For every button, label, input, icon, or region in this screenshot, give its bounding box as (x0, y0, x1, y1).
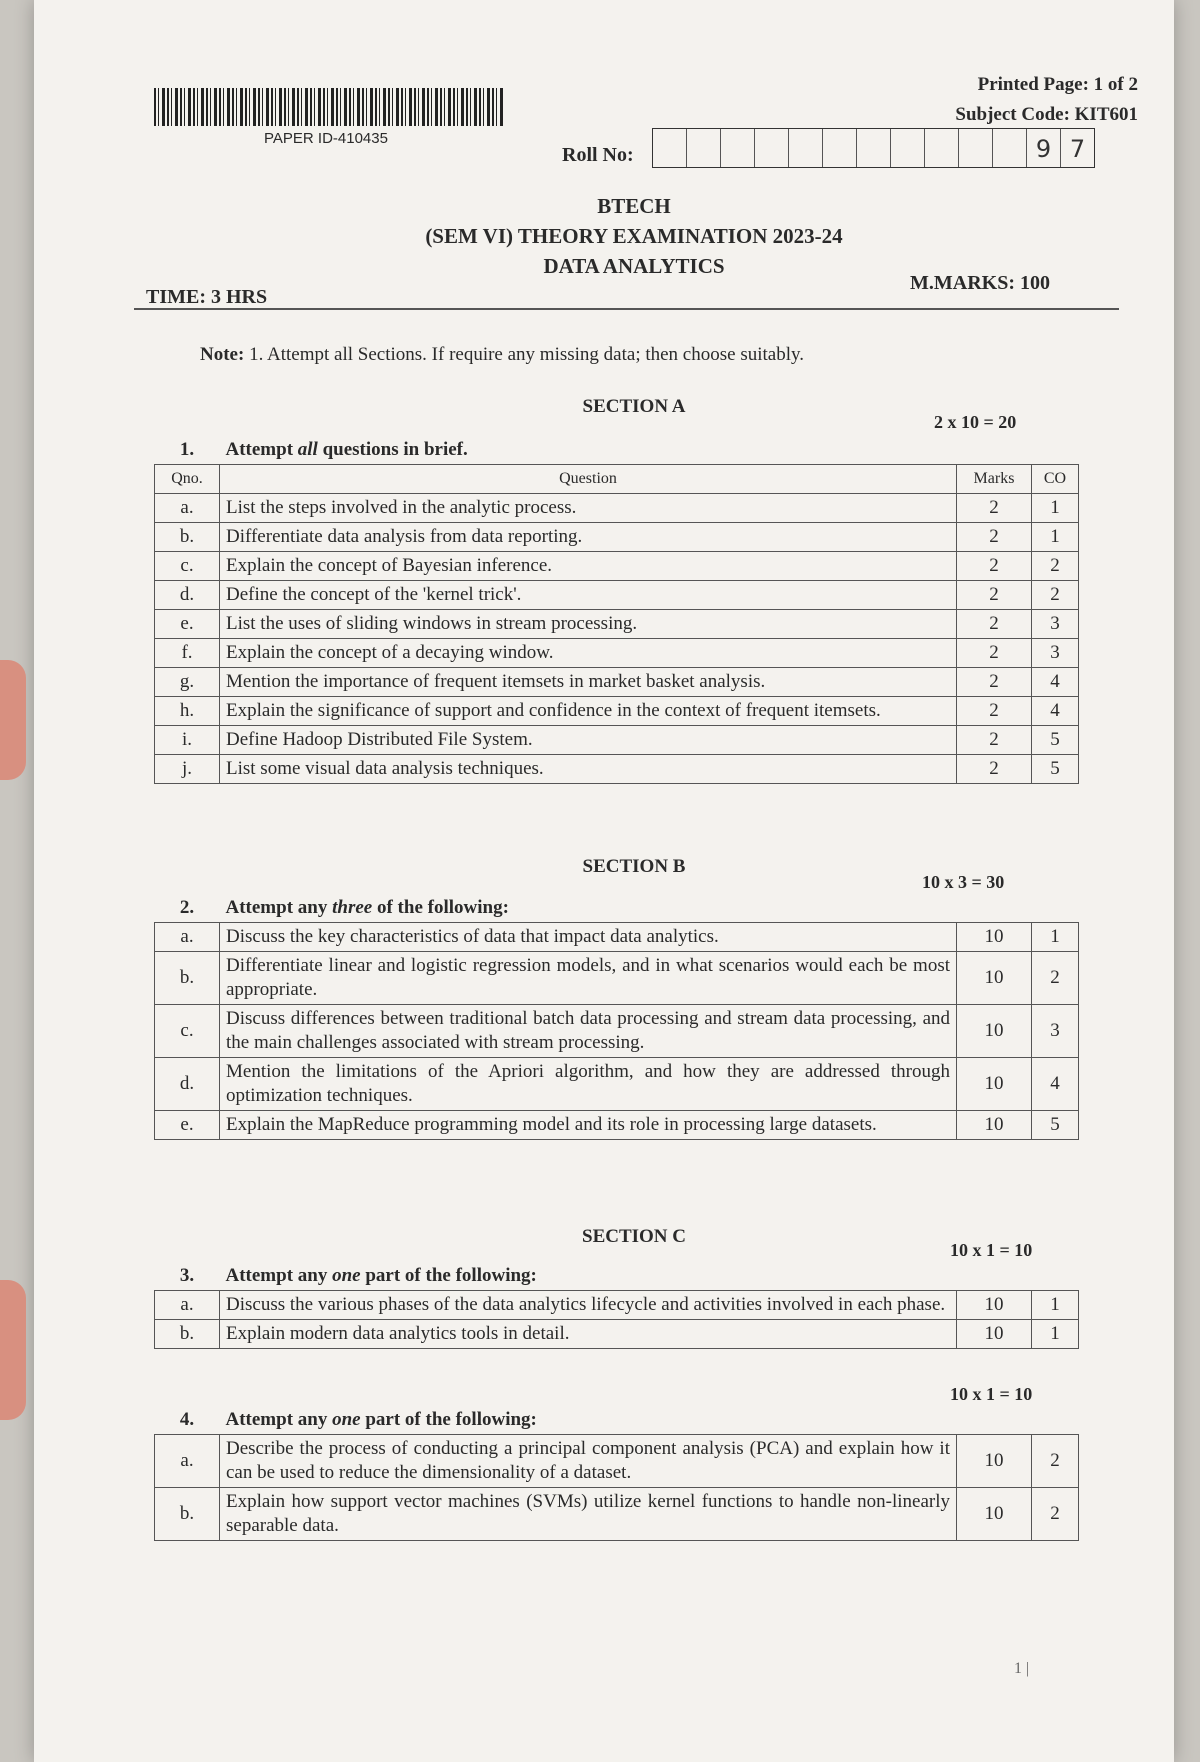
section-b-table (154, 894, 1079, 1140)
roll-box (857, 129, 891, 167)
question-row: h. Explain the significance of support and confidence in the context of frequent itemsets. 2 4 (155, 697, 1079, 726)
col-qno: Qno. (155, 465, 220, 494)
question-row: c. Explain the concept of Bayesian inference. 2 2 (155, 552, 1079, 581)
roll-box (653, 129, 687, 167)
roll-box (823, 129, 857, 167)
print-info (955, 70, 1138, 130)
note-text: 1. Attempt all Sections. If require any missing data; then choose suitably. (249, 344, 804, 365)
note-label: Note: (200, 344, 245, 365)
col-question: Question (220, 465, 957, 494)
subject-title: DATA ANALYTICS (543, 254, 725, 278)
page-mark: 1 | (1014, 1660, 1030, 1677)
question-row: d. Mention the limitations of the Apriori algorithm, and how they are addressed through optimization techniques. 10 4 (155, 1058, 1079, 1111)
section-a-formula: 2 x 10 = 20 (934, 412, 1017, 432)
question-row: i. Define Hadoop Distributed File System. 2 5 (155, 726, 1079, 755)
question-row: a. Discuss the various phases of the data analytics lifecycle and activities involved in each phase. 10 1 (155, 1291, 1079, 1320)
thumb-shape (0, 660, 26, 780)
time-duration: TIME: 3 HRS (146, 286, 268, 308)
roll-box (891, 129, 925, 167)
section-b-title: SECTION B (582, 856, 686, 877)
question-row: d. Define the concept of the 'kernel trick'. 2 2 (155, 581, 1079, 610)
section-c-q3-table (154, 1262, 1079, 1349)
section-a-title: SECTION A (582, 396, 686, 417)
section-b-formula: 10 x 3 = 30 (922, 872, 1005, 892)
section-a-table (154, 436, 1079, 784)
roll-box: 7 (1069, 135, 1086, 163)
printed-page: Printed Page: 1 of 2 (977, 74, 1138, 95)
roll-box (789, 129, 823, 167)
section-c-title: SECTION C (582, 1226, 686, 1247)
question-row: a. Describe the process of conducting a principal component analysis (PCA) and explain how it can be used to reduce the dimensionality of a dataset. 10 2 (155, 1435, 1079, 1488)
question-row: a. List the steps involved in the analytic process. 2 1 (155, 494, 1079, 523)
exam-paper (34, 0, 1174, 1762)
thumb-shape (0, 1280, 26, 1420)
program-title: BTECH (597, 194, 671, 218)
question-row: b. Differentiate data analysis from data reporting. 2 1 (155, 523, 1079, 552)
barcode (154, 88, 504, 126)
col-co: CO (1032, 465, 1079, 494)
question-row: j. List some visual data analysis techniques. 2 5 (155, 755, 1079, 784)
roll-box (687, 129, 721, 167)
subject-code: Subject Code: KIT601 (955, 104, 1138, 125)
note (200, 344, 804, 366)
question-row: e. Explain the MapReduce programming model and its role in processing large datasets. 10 5 (155, 1111, 1079, 1140)
question-row: c. Discuss differences between traditional batch data processing and stream data processing, and the main challenges associated with stream processing. 10 3 (155, 1005, 1079, 1058)
exam-title: (SEM VI) THEORY EXAMINATION 2023-24 (425, 224, 843, 248)
question-row: b. Explain how support vector machines (SVMs) utilize kernel functions to handle non-linearly separable data. 10 2 (155, 1488, 1079, 1541)
col-marks: Marks (957, 465, 1032, 494)
roll-label: Roll No: (562, 144, 634, 166)
section-a-instruction: Attempt all questions in brief. (225, 439, 468, 460)
paper-id: PAPER ID-410435 (264, 130, 388, 147)
roll-box (755, 129, 789, 167)
roll-box (959, 129, 993, 167)
roll-number-boxes (652, 128, 1095, 168)
section-c-q3-formula: 10 x 1 = 10 (950, 1240, 1033, 1260)
question-number: 3. (179, 1265, 195, 1286)
question-row: b. Explain modern data analytics tools in detail. 10 1 (155, 1320, 1079, 1349)
roll-box (721, 129, 755, 167)
question-row: g. Mention the importance of frequent itemsets in market basket analysis. 2 4 (155, 668, 1079, 697)
section-b-instruction: Attempt any three of the following: (225, 897, 509, 918)
question-number: 1. (179, 439, 195, 460)
question-row: f. Explain the concept of a decaying window. 2 3 (155, 639, 1079, 668)
question-row: e. List the uses of sliding windows in stream processing. 2 3 (155, 610, 1079, 639)
question-number: 2. (179, 897, 195, 918)
q4-instruction: Attempt any one part of the following: (225, 1409, 537, 1430)
max-marks: M.MARKS: 100 (910, 272, 1050, 294)
roll-box (925, 129, 959, 167)
section-c-q4-table (154, 1406, 1079, 1541)
header-divider (134, 308, 1119, 310)
roll-box (993, 129, 1027, 167)
question-row: b. Differentiate linear and logistic regression models, and in what scenarios would each be most appropriate. 10 2 (155, 952, 1079, 1005)
q3-instruction: Attempt any one part of the following: (225, 1265, 537, 1286)
section-c-q4-formula: 10 x 1 = 10 (950, 1384, 1033, 1404)
question-number: 4. (179, 1409, 195, 1430)
question-row: a. Discuss the key characteristics of data that impact data analytics. 10 1 (155, 923, 1079, 952)
roll-box: 9 (1027, 129, 1061, 167)
